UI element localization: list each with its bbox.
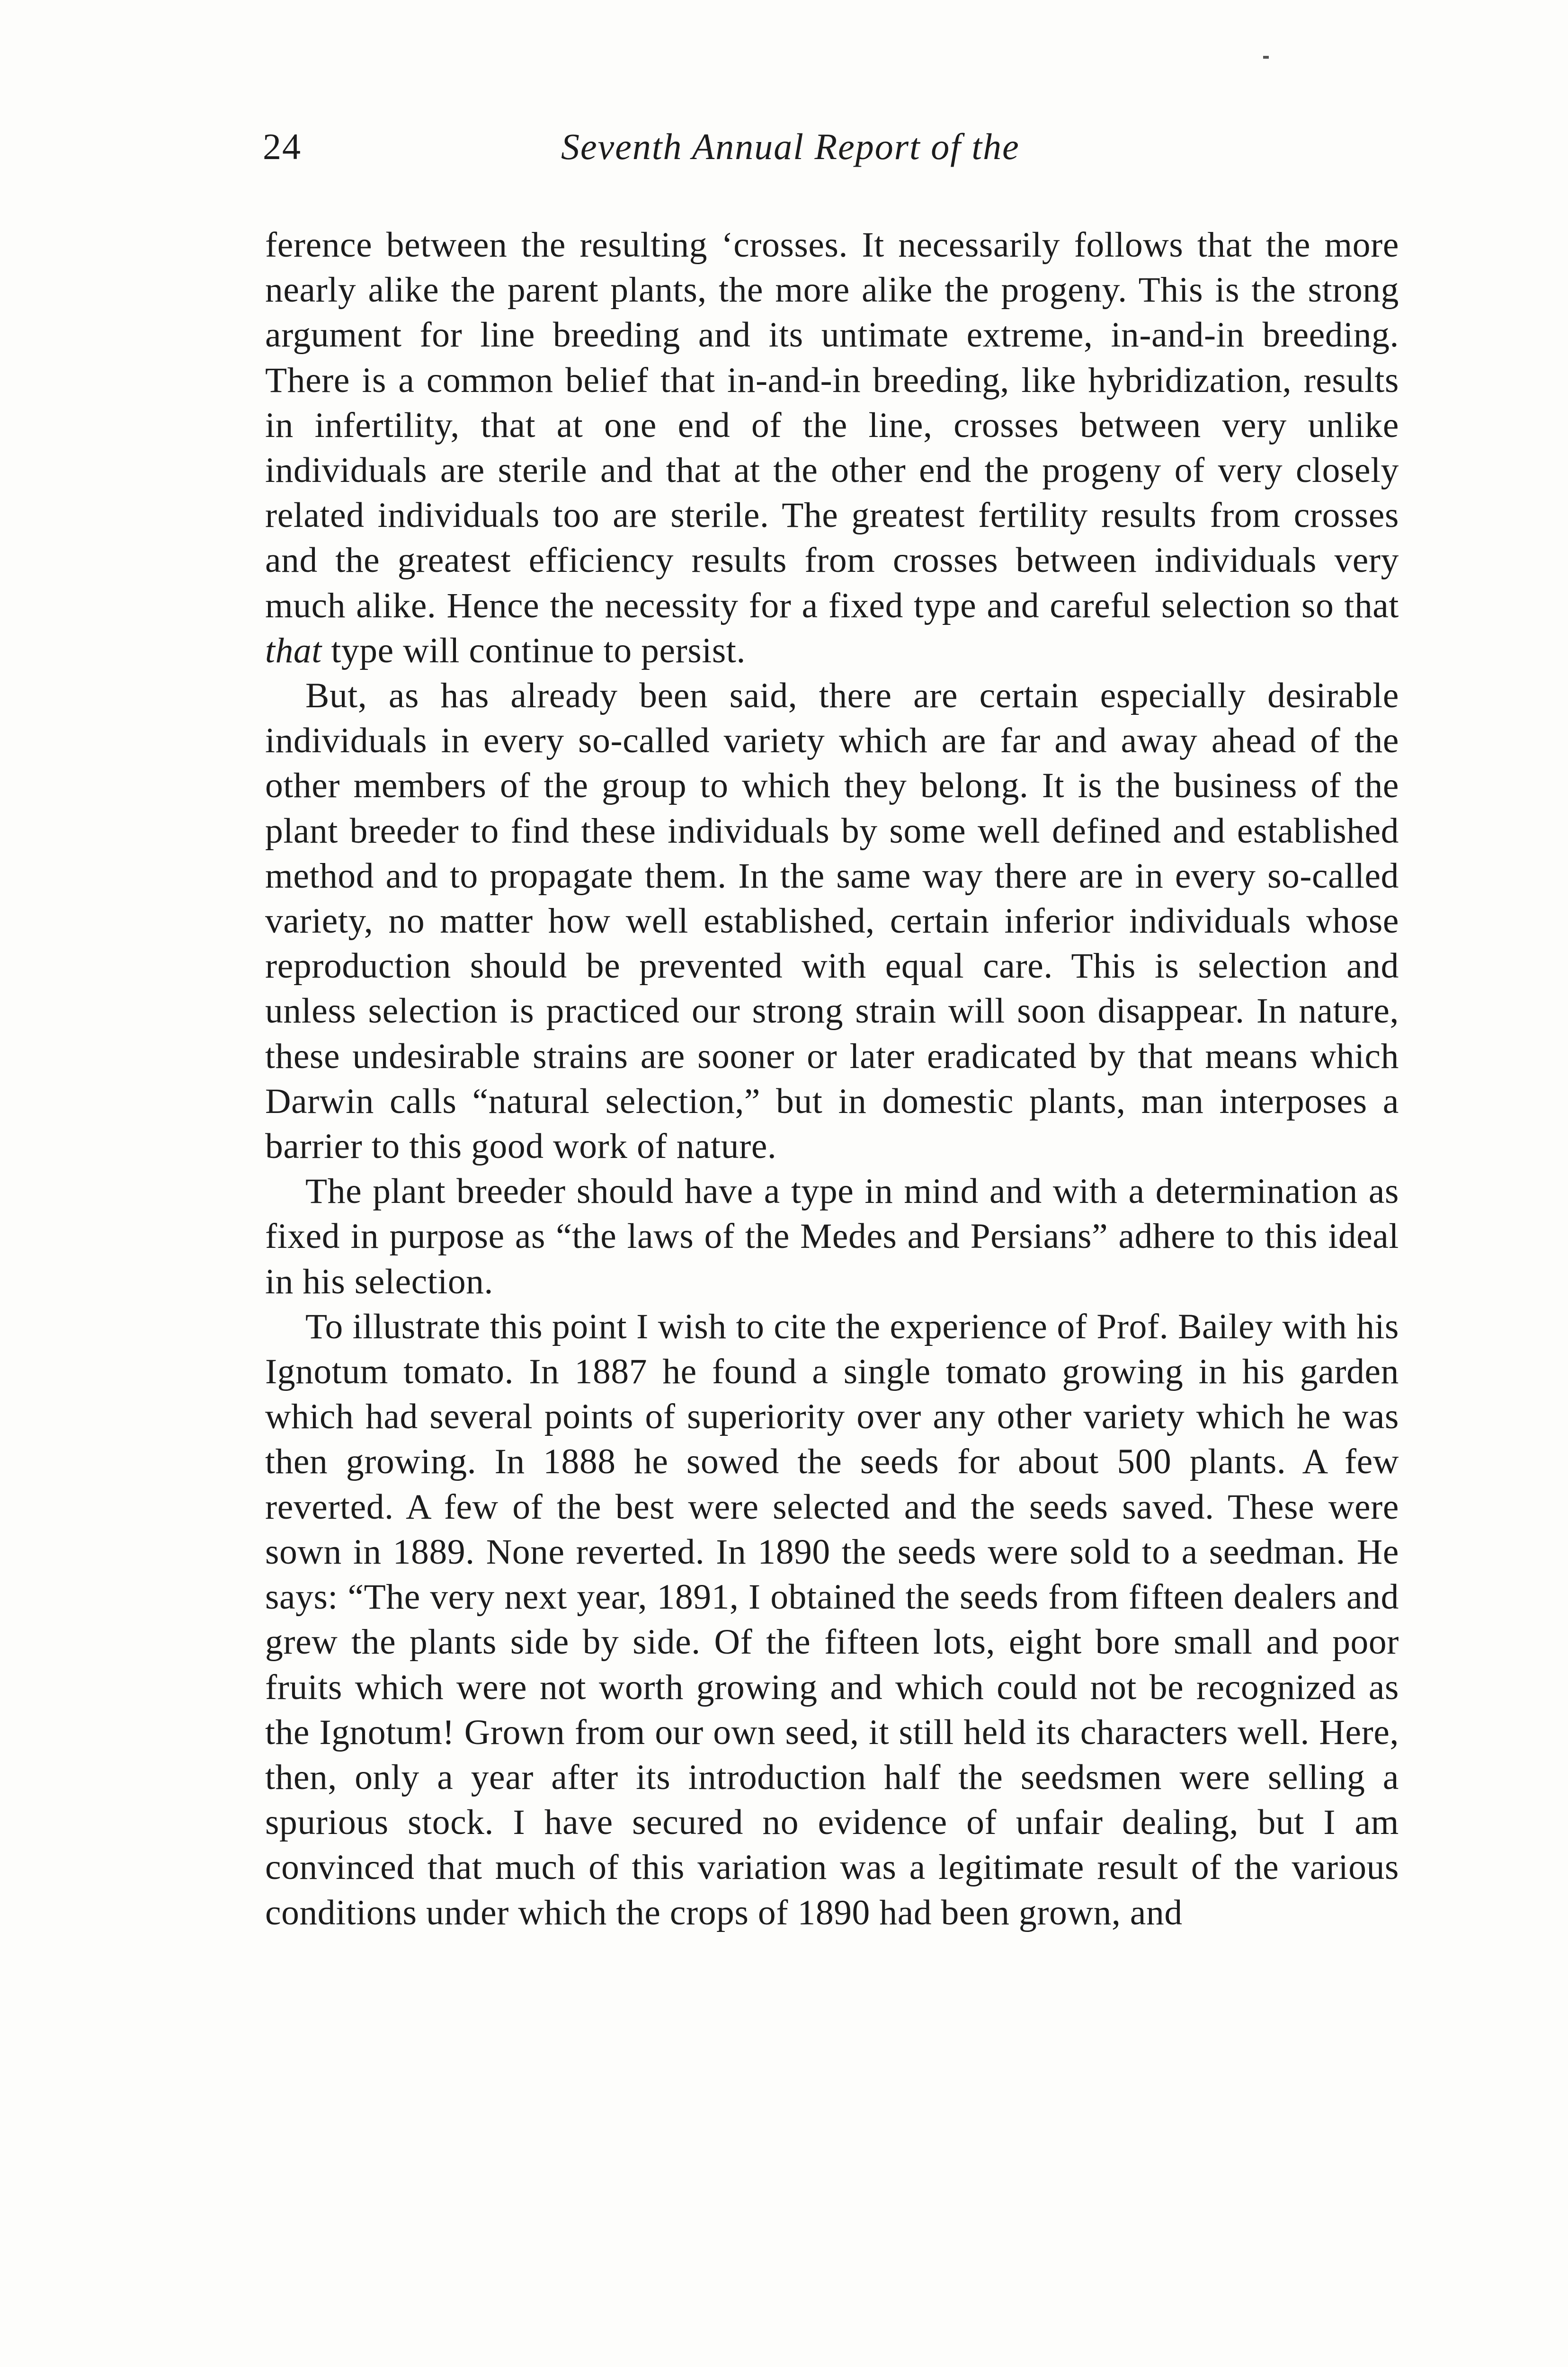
paragraph-3: The plant breeder should have a type in mind and with a determination as fixed in purpose as “the laws of the Medes and Persians” adhere to this ideal in his selection. <box>265 1172 1399 1301</box>
body-text <box>265 222 1399 1935</box>
paragraph-1-italic-word: that <box>265 631 322 670</box>
page-header <box>263 121 1399 173</box>
paragraph-1-text-end: type will continue to persist. <box>321 631 746 670</box>
paragraph-4: To illustrate this point I wish to cite the experience of Prof. Bailey with his Ignotum tomato. In 1887 he found a single tomato growing in his garden which had several points of superiority over any other variety which he was then growing. In 1888 he sowed the seeds for about 500 plants. A few reverted. A few of the best were selected and the seeds saved. These were sown in 1889. None reverted. In 1890 the seeds were sold to a seedman. He says: “The very next year, 1891, I obtained the seeds from fifteen dealers and grew the plants side by side. Of the fifteen lots, eight bore small and poor fruits which were not worth growing and which could not be recognized as the Ignotum! Grown from our own seed, it still held its characters well. Here, then, only a year after its introduction half the seedsmen were selling a spurious stock. I have secured no evidence of unfair dealing, but I am convinced that much of this variation was a legitimate result of the various conditions under which the crops of 1890 had been grown, and <box>265 1307 1399 1932</box>
running-title: Seventh Annual Report of the <box>561 126 1020 167</box>
printing-speck <box>1263 56 1269 59</box>
paragraph-1-text-start: ference between the resulting ‘crosses. It necessarily follows that the more nearly alike the parent plants, the more alike the progeny. This is the strong argument for line breeding and its untimate extreme, in-and-in breeding. There is a common belief that in-and-in breeding, like hybridization, results in infertility, that at one end of the line, crosses between very unlike individuals are sterile and that at the other end the progeny of very closely related individuals too are sterile. The greatest fertility results from crosses and the greatest efficiency results from crosses between individuals very much alike. Hence the necessity for a fixed type and careful selection so that <box>265 225 1399 625</box>
page-number: 24 <box>263 126 302 167</box>
paragraph-2: But, as has already been said, there are certain especially desirable individuals in every so-called variety which are far and away ahead of the other members of the group to which they belong. It is the business of the plant breeder to find these individuals by some well defined and established method and to propagate them. In the same way there are in every so-called variety, no matter how well established, certain inferior individuals whose reproduction should be prevented with equal care. This is selection and unless selection is practiced our strong strain will soon disappear. In nature, these undesirable strains are sooner or later eradicated by that means which Darwin calls “natural selection,” but in domestic plants, man interposes a barrier to this good work of nature. <box>265 676 1399 1166</box>
paragraph-1 <box>265 222 1399 673</box>
